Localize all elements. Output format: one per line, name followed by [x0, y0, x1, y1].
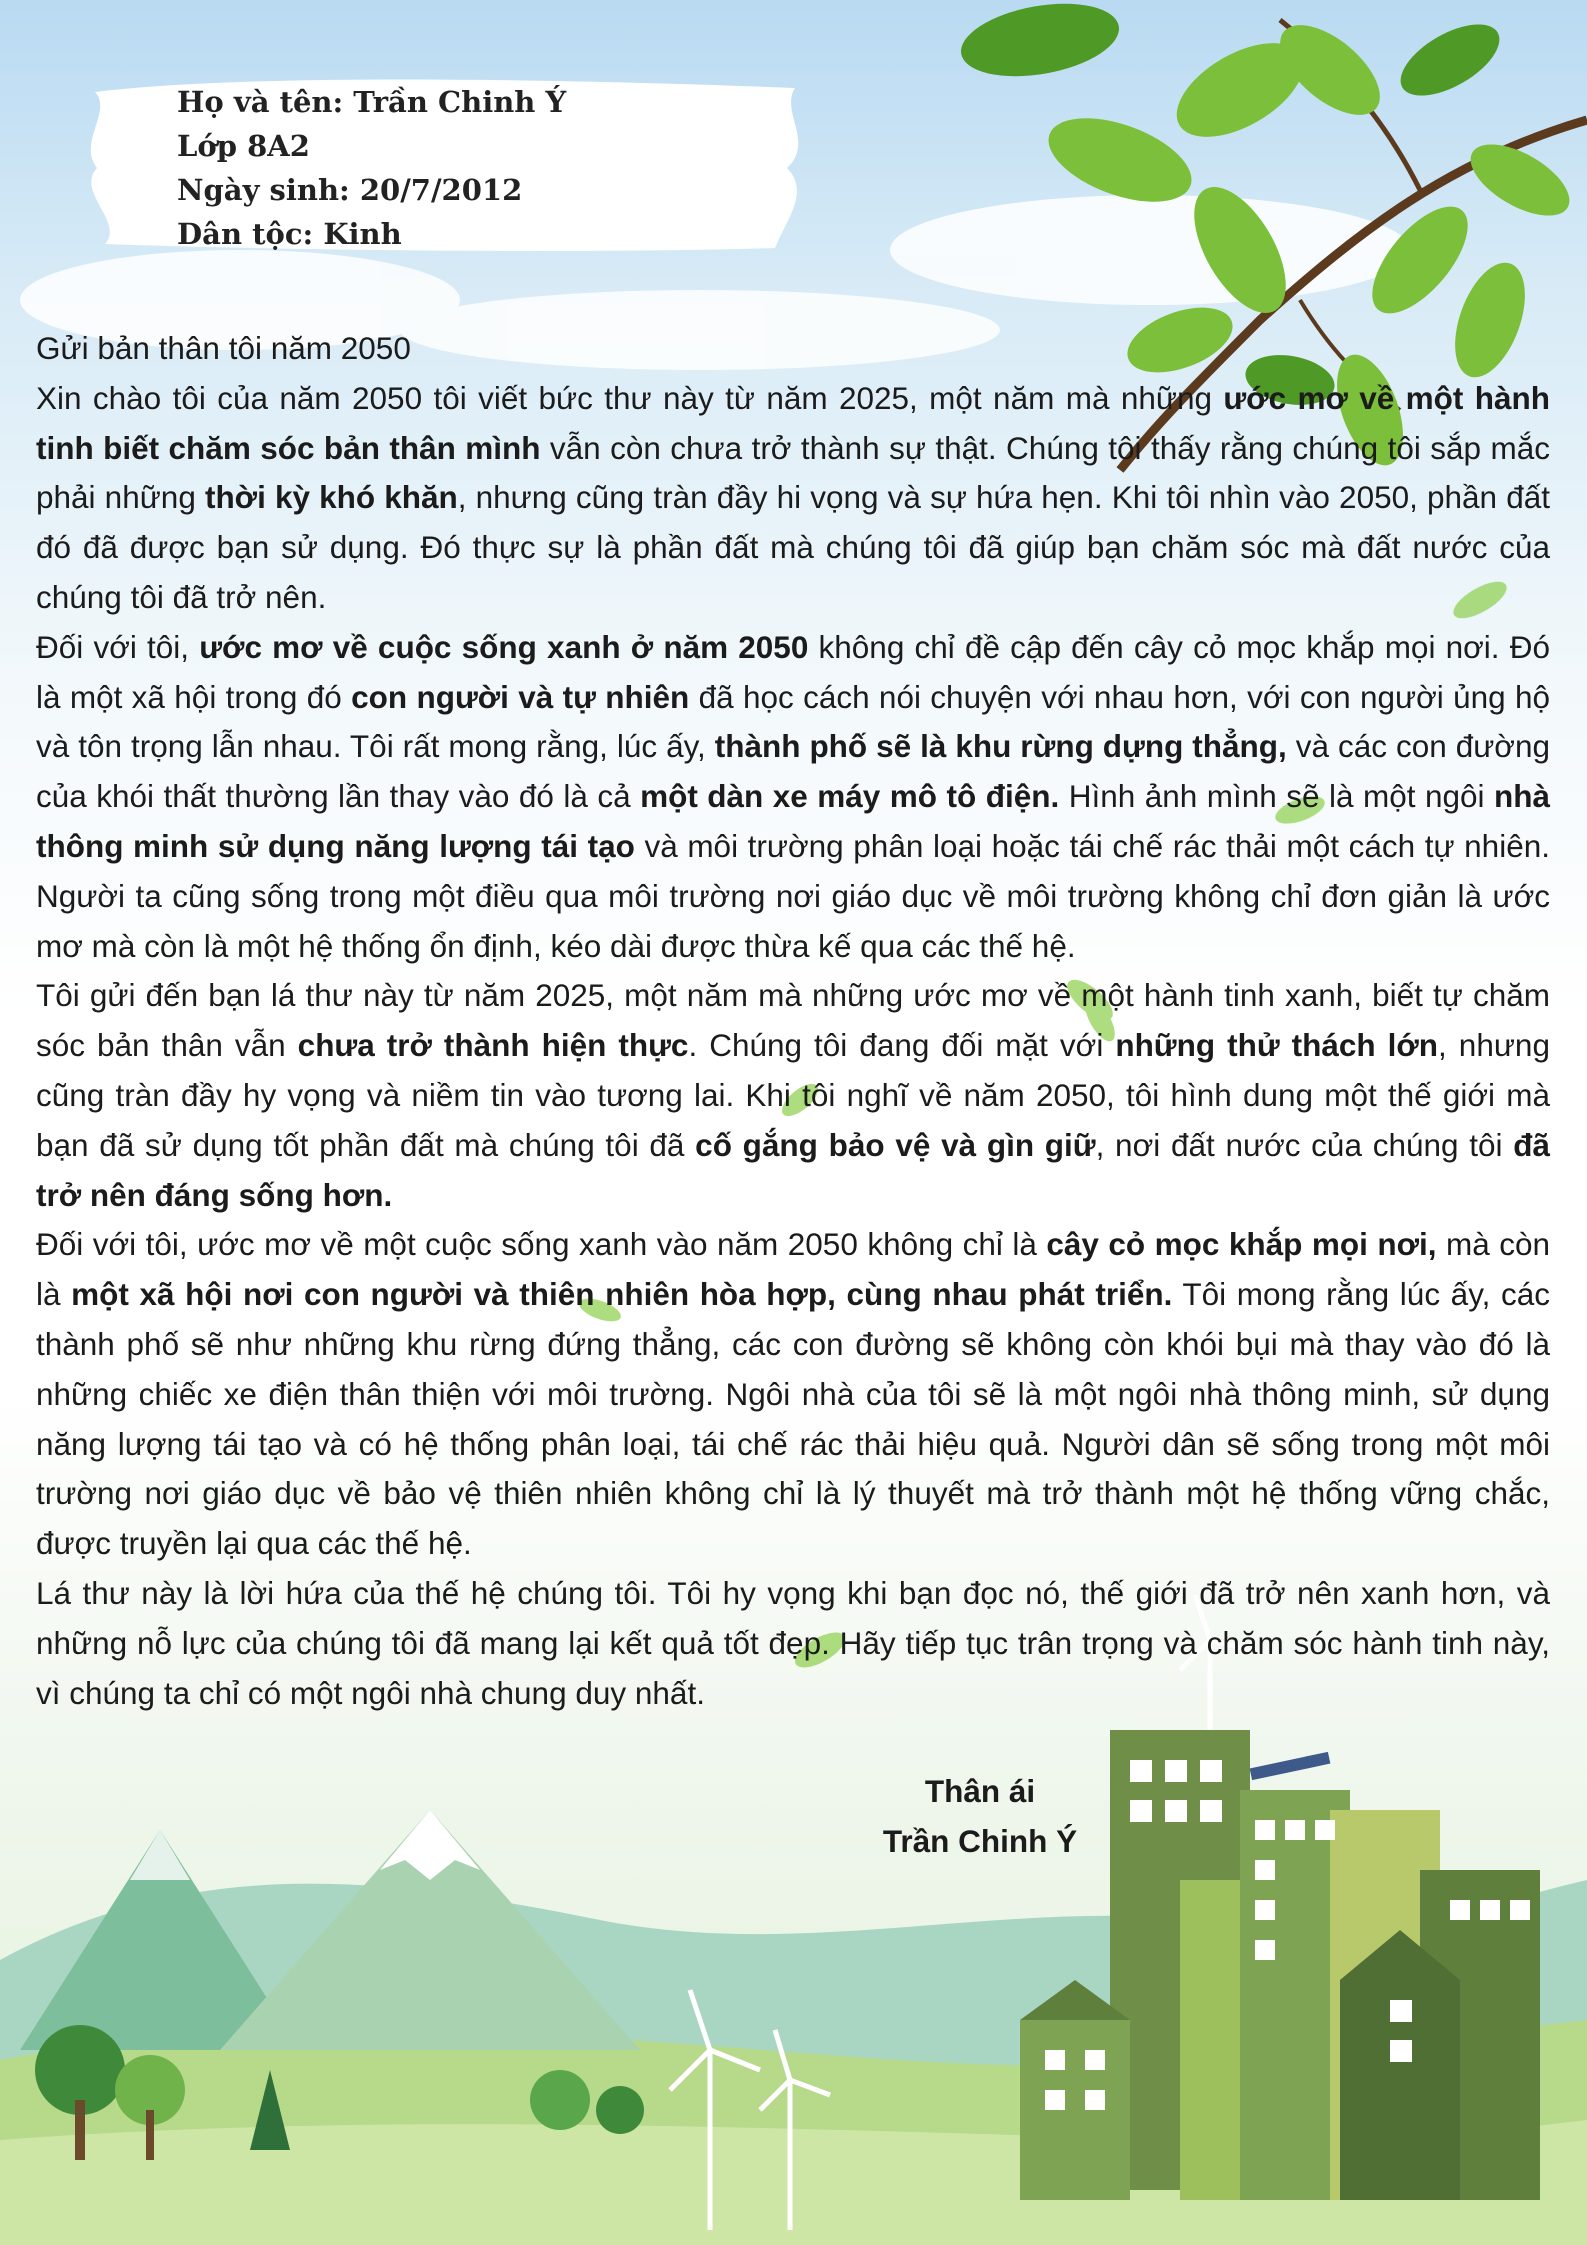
paragraph-text: Tôi gửi đến bạn lá thư này từ năm 2025, một năm mà những ước mơ về một hành tinh xanh, biết tự chăm sóc bản thân vẫn: [36, 977, 1550, 1064]
emphasized-text: nhà thông minh sử dụng năng lượng tái tạo: [36, 778, 1550, 864]
letter-greeting: Gửi bản thân tôi năm 2050: [36, 330, 411, 366]
paragraph-text: đã học cách nói chuyện với nhau hơn, với con người ủng hộ và tôn trọng lẫn nhau. Tôi rất mong rằng, lúc ấy,: [36, 678, 1550, 765]
letter-paragraph: [36, 1569, 1550, 1718]
paragraph-text: và các con đường của khói thất thường lần thay vào đó là cả: [36, 728, 1551, 815]
letter-paragraph: [36, 1220, 1550, 1569]
emphasized-text: đã trở nên đáng sống hơn.: [36, 1126, 1550, 1213]
letter-paragraph: [36, 623, 1550, 972]
student-class: Lớp 8A2: [177, 129, 310, 163]
emphasized-text: ước mơ về một hành tinh biết chăm sóc bản thân mình: [36, 379, 1551, 466]
letter-paragraphs: [36, 374, 1550, 1719]
emphasized-text: một xã hội nơi con người và thiên nhiên hòa hợp, cùng nhau phát triển.: [71, 1276, 1173, 1313]
paragraph-text: Hình ảnh mình sẽ là một ngôi: [1059, 778, 1494, 815]
emphasized-text: cây cỏ mọc khắp mọi nơi,: [1046, 1226, 1437, 1263]
emphasized-text: con người và tự nhiên: [351, 678, 690, 715]
emphasized-text: chưa trở thành hiện thực: [297, 1027, 689, 1064]
paragraph-text: không chỉ đề cập đến cây cỏ mọc khắp mọi nơi. Đó là một xã hội trong đó: [36, 628, 1551, 715]
student-dob: Ngày sinh: 20/7/2012: [177, 173, 523, 207]
paragraph-text: , nhưng cũng tràn đầy hi vọng và sự hứa hẹn. Khi tôi nhìn vào 2050, phần đất đó đã được bạn sử dụng. Đó thực sự là phần đất mà chúng tôi đã giúp bạn chăm sóc mà đất nước của chúng tôi đã trở nên.: [36, 479, 1550, 615]
letter-signature: Trần Chinh Ý: [882, 1823, 1078, 1859]
emphasized-text: thành phố sẽ là khu rừng dựng thẳng,: [714, 728, 1287, 765]
paragraph-text: vẫn còn chưa trở thành sự thật. Chúng tôi thấy rằng chúng tôi sắp mắc phải những: [36, 429, 1550, 516]
paragraph-text: Xin chào tôi của năm 2050 tôi viết bức thư này từ năm 2025, một năm mà những: [36, 379, 1224, 416]
emphasized-text: ước mơ về cuộc sống xanh ở năm 2050: [199, 628, 809, 665]
paragraph-text: và môi trường phân loại hoặc tái chế rác thải một cách tự nhiên. Người ta cũng sống trong một điều qua môi trường nơi giáo dục về môi trường không chỉ đơn giản là ước mơ mà còn là một hệ thống ổn định, kéo dài được thừa kế qua các thế hệ.: [36, 827, 1550, 964]
emphasized-text: thời kỳ khó khăn: [204, 479, 458, 516]
paragraph-text: , nơi đất nước của chúng tôi: [1095, 1126, 1514, 1163]
emphasized-text: những thử thách lớn: [1115, 1027, 1439, 1064]
paragraph-text: Lá thư này là lời hứa của thế hệ chúng tôi. Tôi hy vọng khi bạn đọc nó, thế giới đã trở nên xanh hơn, và những nỗ lực của chúng tôi đã mang lại kết quả tốt đẹp. Hãy tiếp tục trân trọng và chăm sóc hành tinh này, vì chúng ta chỉ có một ngôi nhà chung duy nhất.: [36, 1574, 1550, 1711]
student-info-card: [75, 72, 815, 254]
paragraph-text: Đối với tôi, ước mơ về một cuộc sống xanh vào năm 2050 không chỉ là: [36, 1226, 1047, 1263]
paragraph-text: Tôi mong rằng lúc ấy, các thành phố sẽ như những khu rừng đứng thẳng, các con đường sẽ không còn khói bụi mà thay vào đó là những chiếc xe điện thân thiện với môi trường. Ngôi nhà của tôi sẽ là một ngôi nhà thông minh, sử dụng năng lượng tái tạo và có hệ thống phân loại, tái chế rác thải hiệu quả. Người dân sẽ sống trong một môi trường nơi giáo dục về bảo vệ thiên nhiên không chỉ là lý thuyết mà trở thành một hệ thống vững chắc, được truyền lại qua các thế hệ.: [36, 1276, 1550, 1562]
letter-paragraph: [36, 971, 1550, 1220]
paragraph-text: . Chúng tôi đang đối mặt với: [688, 1027, 1116, 1064]
letter-paragraph: [36, 374, 1550, 623]
letter-closing: Thân ái: [924, 1773, 1036, 1809]
student-name: Họ và tên: Trần Chinh Ý: [177, 85, 567, 119]
student-ethnicity: Dân tộc: Kinh: [177, 217, 402, 251]
emphasized-text: cố gắng bảo vệ và gìn giữ: [695, 1126, 1096, 1163]
letter-body: [36, 324, 1550, 1718]
paragraph-text: Đối với tôi,: [36, 628, 200, 665]
emphasized-text: một dàn xe máy mô tô điện.: [640, 778, 1060, 815]
paragraph-text: , nhưng cũng tràn đầy hy vọng và niềm tin vào tương lai. Khi tôi nghĩ về năm 2050, tôi hình dung một thế giới mà bạn đã sử dụng tốt phần đất mà chúng tôi đã: [36, 1027, 1550, 1163]
paragraph-text: mà còn là: [36, 1226, 1550, 1313]
